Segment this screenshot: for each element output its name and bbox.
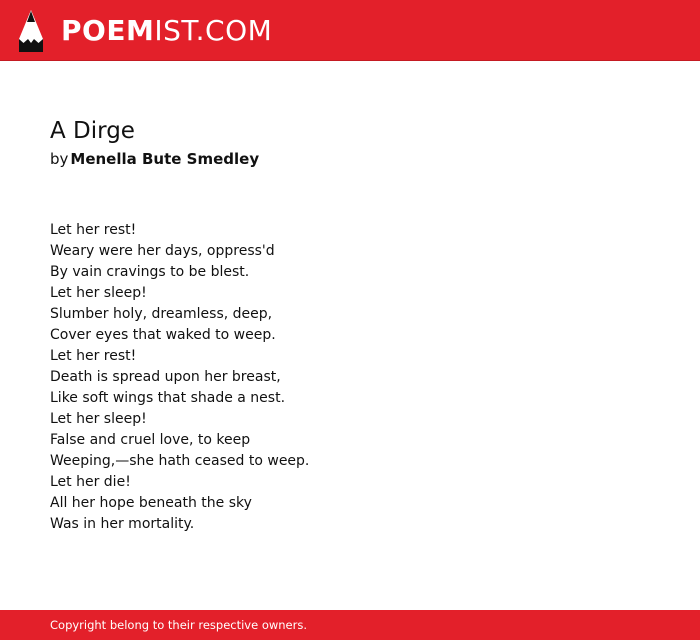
poem-content (50, 112, 650, 535)
site-logo-link[interactable] (16, 9, 272, 53)
poem-title: A Dirge (50, 118, 135, 144)
poem-line: Let her rest! (50, 222, 137, 238)
pencil-tip-icon (16, 9, 46, 53)
poem-line: By vain cravings to be blest. (50, 264, 250, 280)
poem-line: Let her rest! (50, 348, 137, 364)
poem-line: All her hope beneath the sky (50, 495, 252, 511)
poem-byline (50, 150, 650, 169)
copyright-notice: Copyright belong to their respective owners. (50, 618, 308, 632)
poem-line: Like soft wings that shade a nest. (50, 390, 286, 406)
site-footer (0, 610, 700, 640)
poem-line: Let her die! (50, 474, 131, 490)
site-header (0, 0, 700, 61)
poem-line: Let her sleep! (50, 285, 147, 301)
poem-line: Let her sleep! (50, 411, 147, 427)
poem-line: Death is spread upon her breast, (50, 369, 281, 385)
byline-prefix: by (50, 150, 69, 168)
poem-line: False and cruel love, to keep (50, 432, 251, 448)
logo-bold-part: POEM (61, 14, 155, 47)
poem-line: Weary were her days, oppress'd (50, 243, 275, 259)
poem-author: Menella Bute Smedley (70, 150, 260, 168)
poem-body (50, 220, 650, 535)
poem-line: Cover eyes that waked to weep. (50, 327, 276, 343)
poem-line: Was in her mortality. (50, 516, 195, 532)
logo-light-part: IST.COM (154, 14, 273, 47)
site-logo-text (61, 9, 272, 53)
poem-line: Weeping,—she hath ceased to weep. (50, 453, 310, 469)
poem-line: Slumber holy, dreamless, deep, (50, 306, 273, 322)
